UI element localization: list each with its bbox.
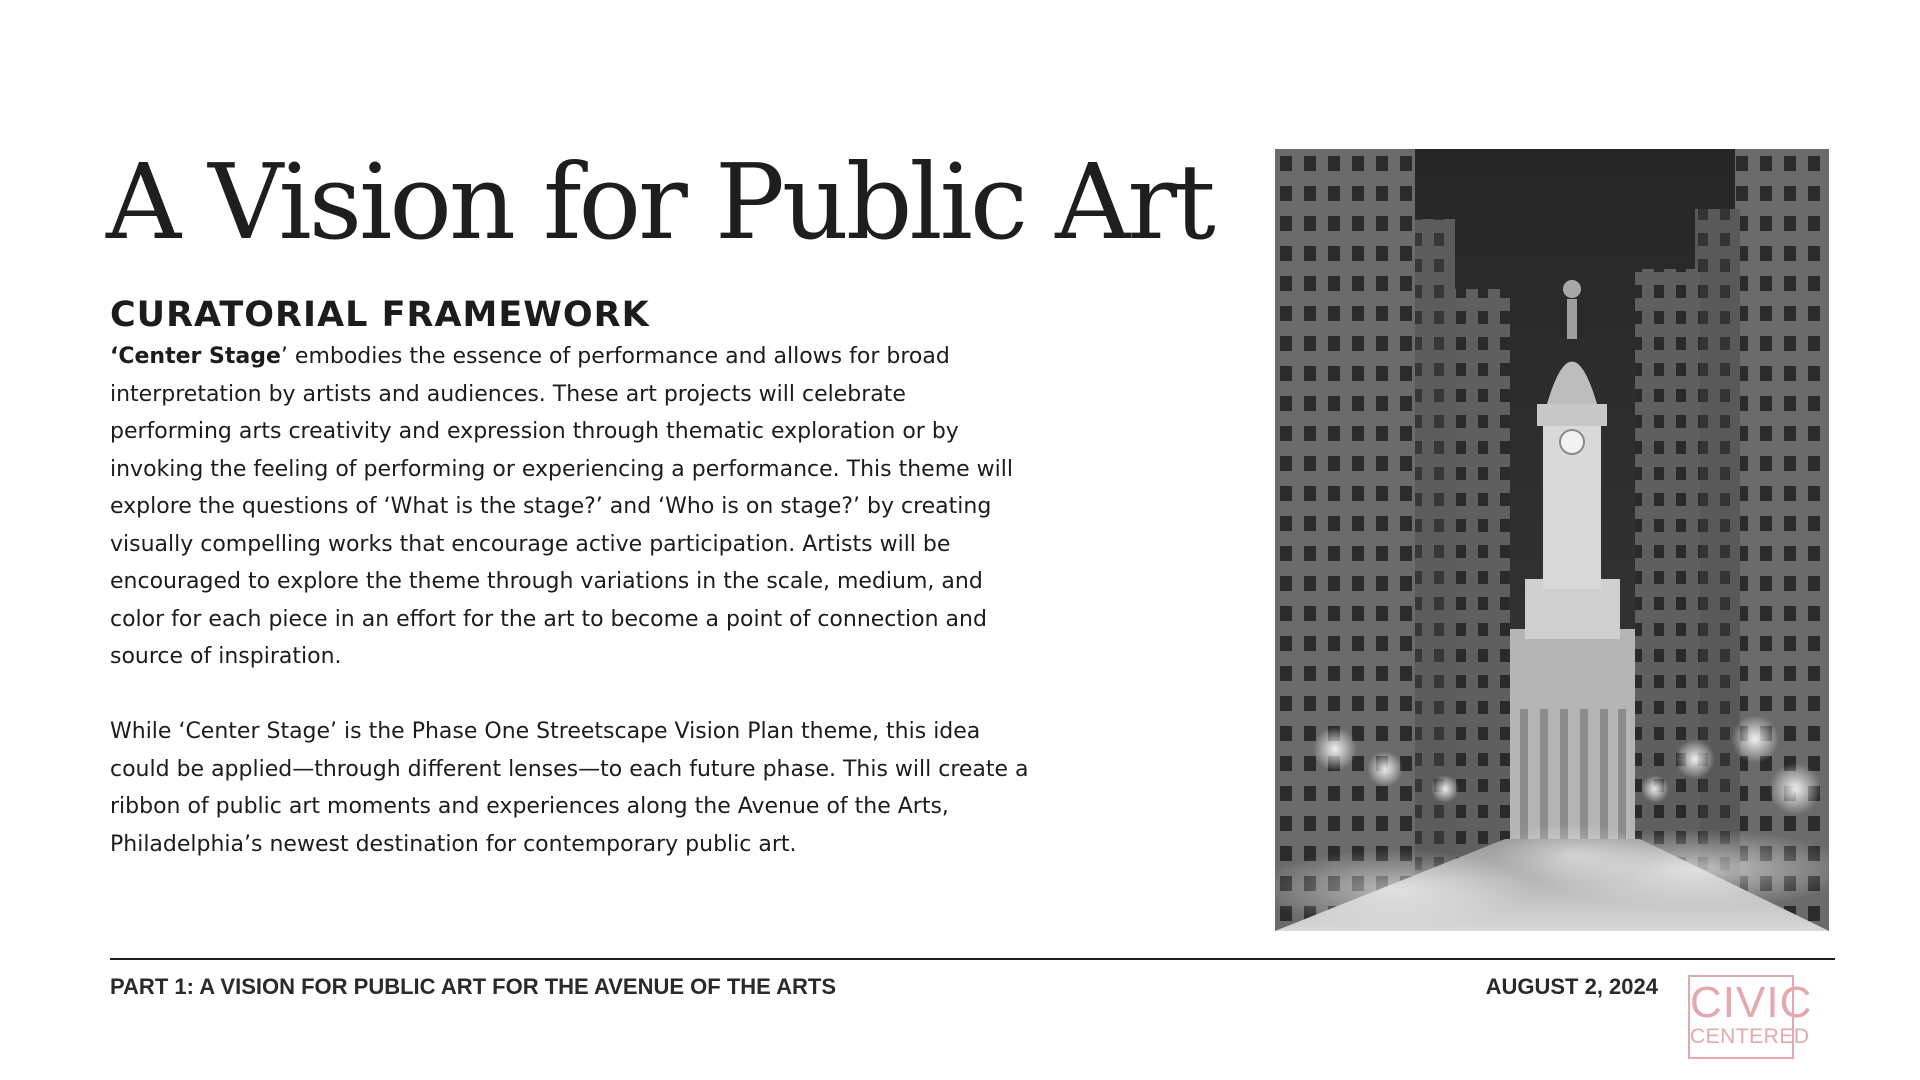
paragraph-1-text: embodies the essence of performance and allows for broad interpretation by artists and audiences. These art projects will celebrate performing arts creativity and expression through thematic exploration or by invoking the feeling of performing or experiencing a performance. This theme will explore the questions of ‘What is the stage?’ and ‘Who is on stage?’ by creating visually compelling works that encourage active participation. Artists will be encouraged to explore the theme through variations in the scale, medium, and color for each piece in an effort for the art to become a point of connection and source of inspiration. — [110, 344, 1013, 669]
footer-date: AUGUST 2, 2024 — [1485, 974, 1658, 999]
body-paragraph-2: While ‘Center Stage’ is the Phase One Streetscape Vision Plan theme, this idea could be applied—through different lenses—to each future phase. This will create a ribbon of public art moments and experiences along the Avenue of the Arts, Philadelphia’s newest destination for contemporary public art. — [110, 719, 1029, 857]
center-stage-lead — [110, 344, 281, 369]
section-heading: CURATORIAL FRAMEWORK — [110, 295, 650, 335]
lead-term: Center Stage — [118, 344, 281, 369]
page-title: A Vision for Public Art — [106, 141, 1213, 263]
civic-centered-logo — [1688, 975, 1813, 1059]
logo-line-1: CIVIC — [1690, 978, 1813, 1027]
body-paragraph-1 — [110, 338, 1030, 676]
lead-open-quote: ‘ — [110, 344, 119, 369]
body-text — [110, 338, 1030, 863]
footer-part-label: PART 1: A VISION FOR PUBLIC ART FOR THE AVENUE OF THE ARTS — [110, 974, 837, 999]
footer-divider — [110, 958, 1835, 960]
lead-close-quote: ’ — [280, 344, 288, 369]
city-hall-photo — [1275, 149, 1829, 931]
logo-line-2: CENTERED — [1690, 1025, 1810, 1048]
